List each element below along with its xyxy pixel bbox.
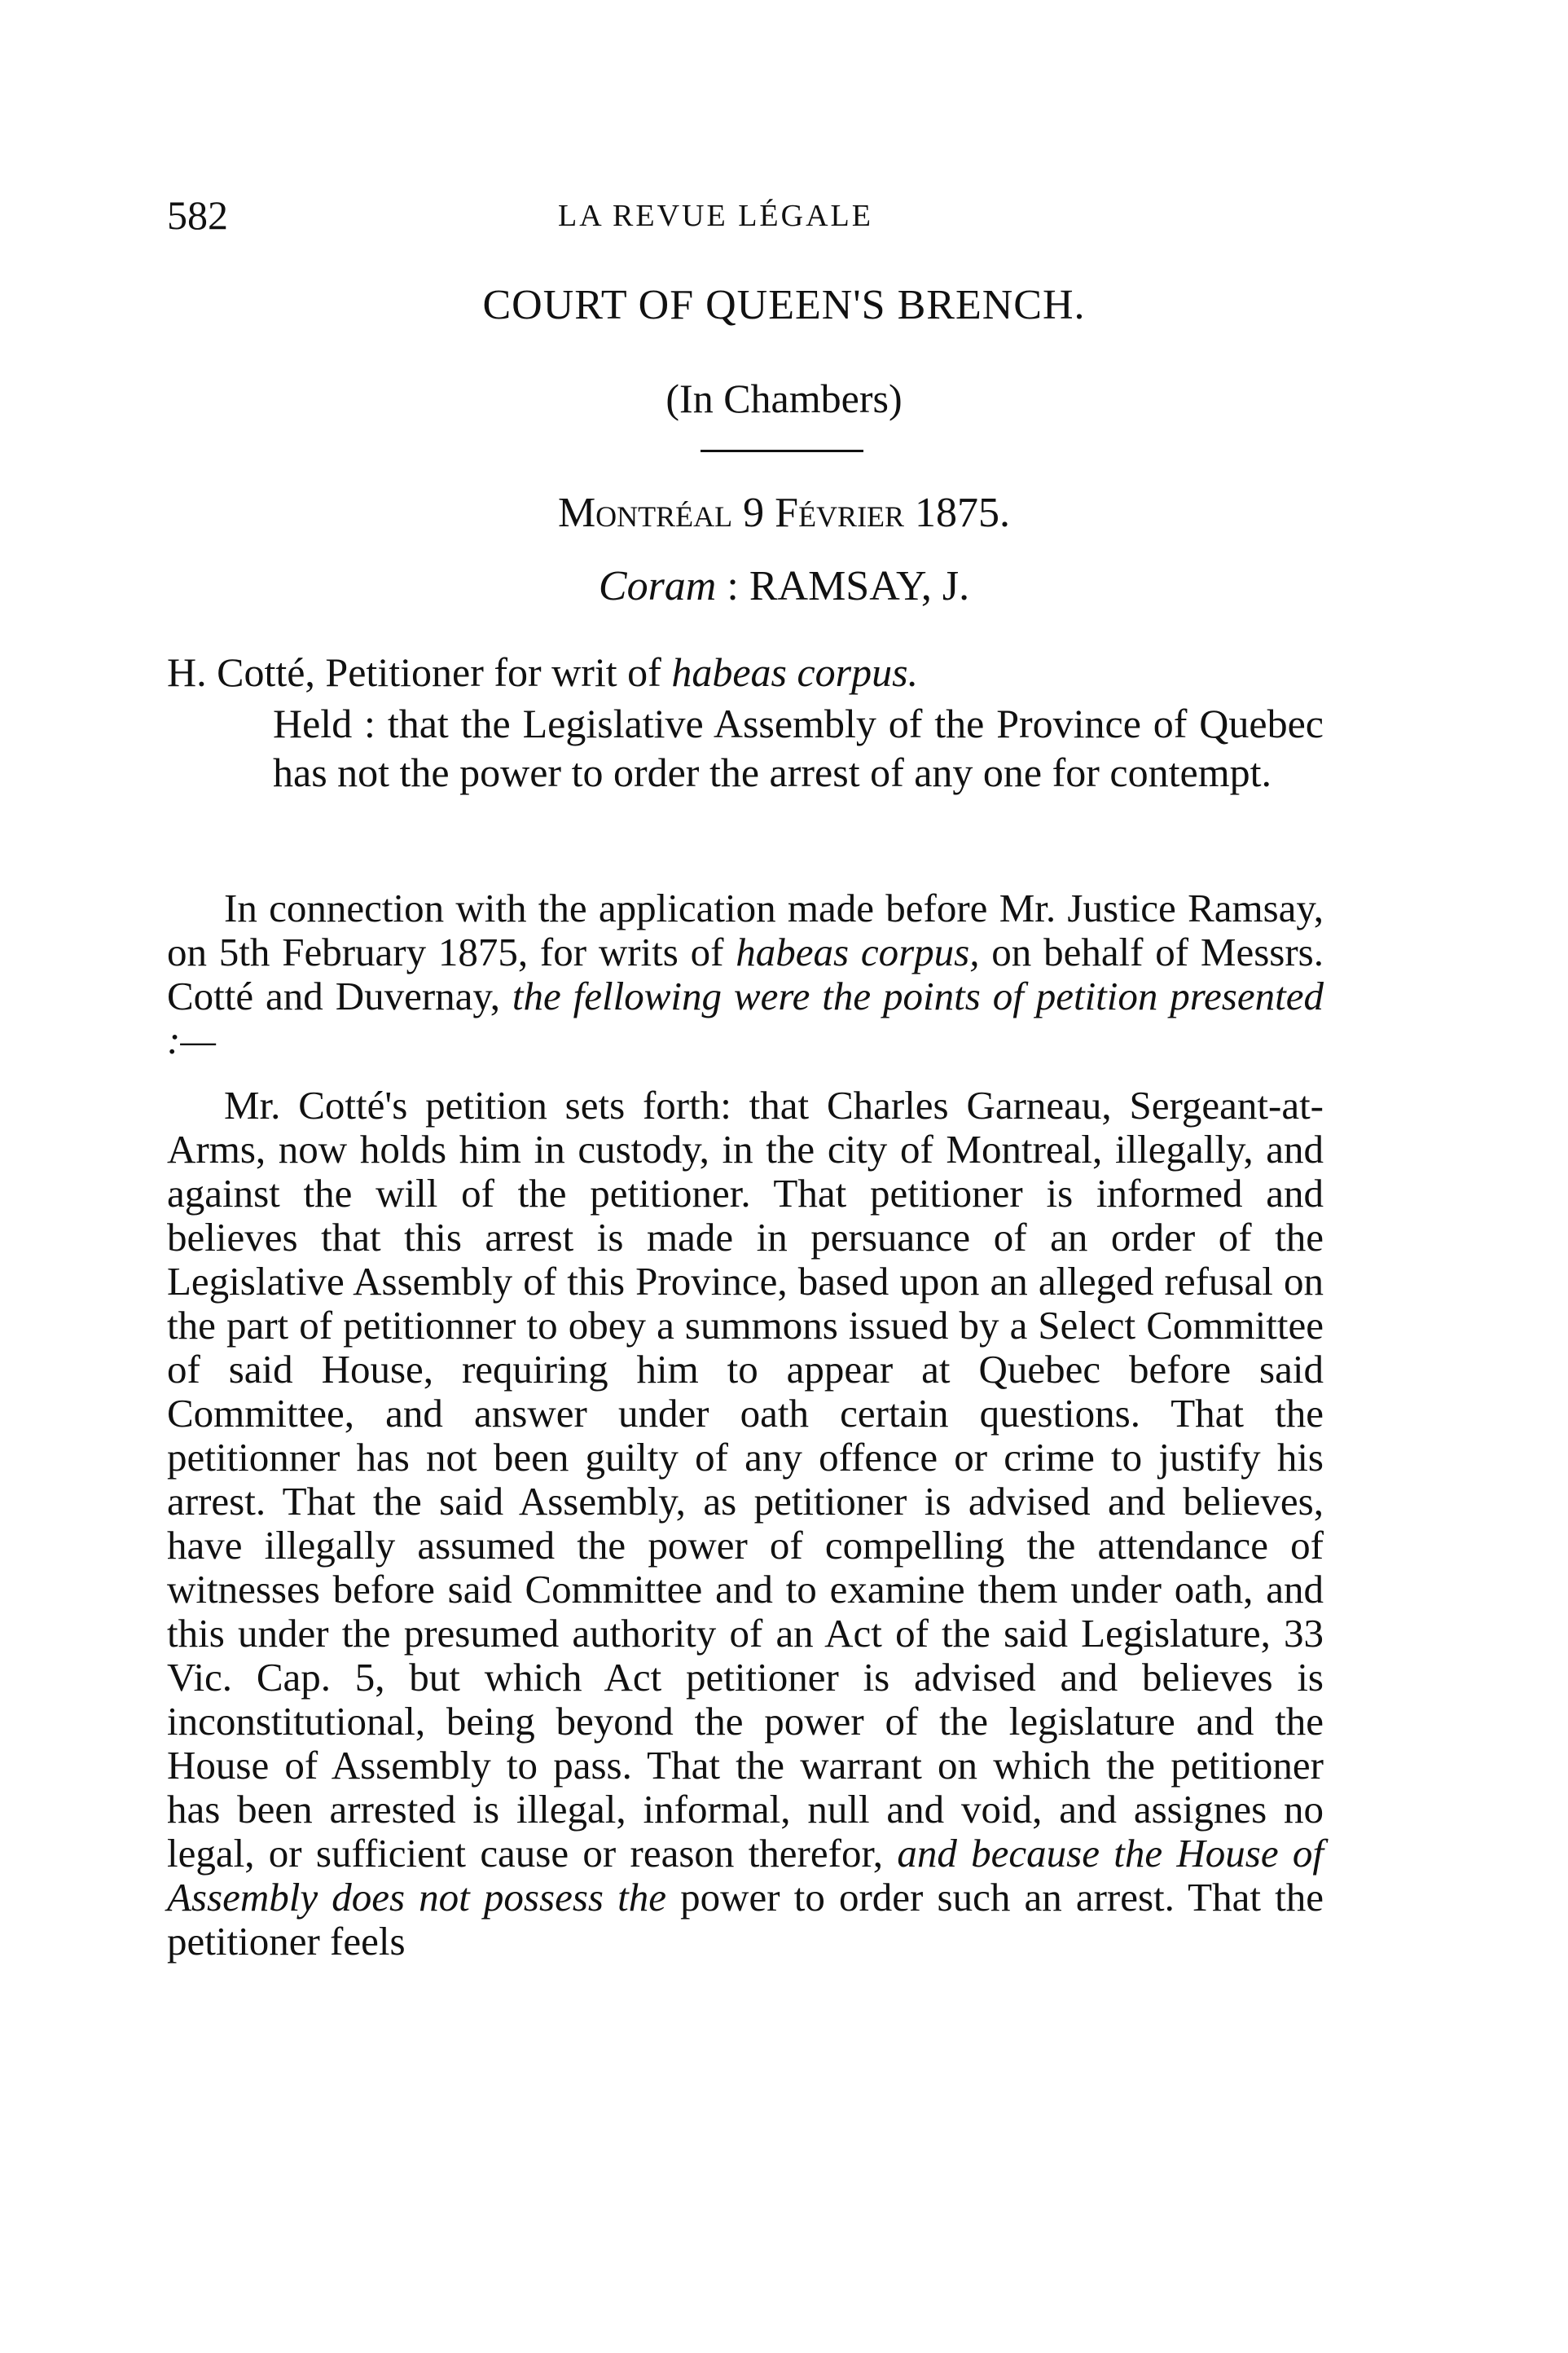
para2-text-b: power to order such an arrest. That the petitioner feels [167,1875,1324,1964]
page-number: 582 [167,192,228,238]
case-title-writ: habeas corpus. [671,649,919,695]
chambers-line: (In Chambers) [665,376,903,421]
date-line: Montréal 9 Février 1875. [557,490,1011,536]
para1-ital-b: the fellowing were the points of petition presented :— [167,974,1324,1062]
coram-separator: : [716,563,749,609]
para1-ital-a: habeas corpus, [736,930,980,974]
case-title-text: H. Cotté, Petitioner for writ of [167,649,672,695]
para1-text-b: on behalf of Messrs. Cotté and Duvernay, [167,930,1324,1018]
para2-ital: and because the House of Assembly does not possess the [167,1831,1324,1920]
headnote: Held : that the Legislative Assembly of the Province of Quebec has not the power to order the arrest of any one for contempt. [273,701,1324,795]
case-title [167,648,1324,697]
para1-text-a: In connection with the application made before Mr. Justice Ramsay, on 5th February 1875, for writs of [167,886,1324,974]
body-paragraph-2 [167,1084,1324,1964]
para2-text-a: Mr. Cotté's petition sets forth: that Charles Garneau, Sergeant-at-Arms, now holds him in custody, in the city of Montreal, illegally, and against the will of the petitioner. That petitioner is informed and believes that this arrest is made in persuance of an order of the Legislative Assembly of this Province, based upon an alleged refusal on the part of petitionner to obey a summons issued by a Select Committee of said House, requiring him to appear at Quebec before said Committee, and answer under oath certain questions. That the petitionner has not been guilty of any offence or crime to justify his arrest. That the said Assembly, as petitioner is advised and believes, have illegally assumed the power of compelling the attendance of witnesses before said Committee and to examine them under oath, and this under the presumed authority of an Act of the said Legislature, 33 Vic. Cap. 5, but which Act petitioner is advised and believes is inconstitutional, being beyond the power of the legislature and the House of Assembly to pass. That the warrant on which the petitioner has been arrested is illegal, informal, null and void, and assignes no legal, or sufficient cause or reason therefor, [167,1083,1324,1876]
journal-title: LA REVUE LÉGALE [558,199,873,233]
coram-label: Coram [598,563,717,609]
court-title: COURT OF QUEEN'S BRENCH. [482,282,1086,328]
coram-line [0,562,1568,610]
coram-judge: RAMSAY, J. [749,563,970,609]
body-paragraph-1 [167,886,1324,1062]
running-head [167,191,1324,248]
separator-rule [701,450,863,452]
